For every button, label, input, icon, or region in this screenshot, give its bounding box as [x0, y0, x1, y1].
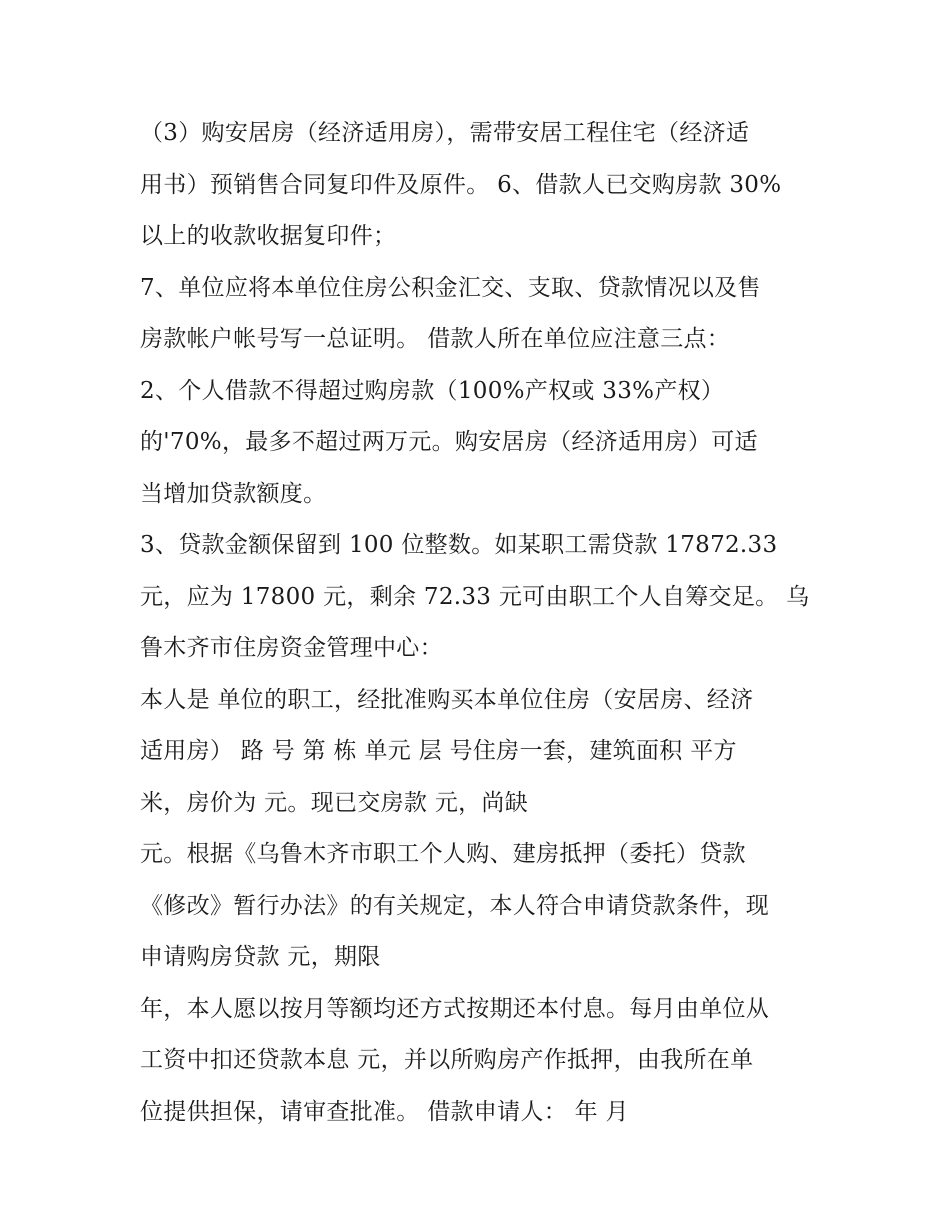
- text-line: 7、单位应将本单位住房公积金汇交、支取、贷款情况以及售: [140, 274, 761, 301]
- text-line: 当增加贷款额度。: [140, 480, 327, 507]
- text-line: 3、贷款金额保留到 100 位整数。如某职工需贷款 17872.33: [140, 532, 778, 558]
- text-line: 本人是 单位的职工，经批准购买本单位住房（安居房、经济: [140, 686, 754, 713]
- text-line: 2、个人借款不得超过购房款（100%产权或 33%产权）: [140, 377, 725, 404]
- text-line: 申请购房贷款 元，期限: [140, 944, 381, 970]
- text-line: 工资中扣还贷款本息 元，并以所购房产作抵押，由我所在单: [140, 1047, 754, 1073]
- text-line: 元，应为 17800 元，剩余 72.33 元可由职工个人自筹交足。 乌: [140, 583, 810, 610]
- text-line: 位提供担保，请审查批准。 借款申请人： 年 月: [140, 1098, 629, 1125]
- text-line: 米，房价为 元。现已交房款 元，尚缺: [140, 789, 529, 816]
- text-line: 用书）预销售合同复印件及原件。 6、借款人已交购房款 30%: [140, 171, 782, 198]
- text-line: （3）购安居房（经济适用房），需带安居工程住宅（经济适: [140, 120, 750, 146]
- text-line: 适用房） 路 号 第 栋 单元 层 号住房一套，建筑面积 平方: [140, 738, 737, 764]
- text-line: 元。根据《乌鲁木齐市职工个人购、建房抵押（委托）贷款: [140, 841, 746, 867]
- text-line: 以上的收款收据复印件；: [140, 223, 397, 249]
- text-line: 的'70%，最多不超过两万元。购安居房（经济适用房）可适: [140, 429, 758, 455]
- text-line: 房款帐户帐号写一总证明。 借款人所在单位应注意三点：: [140, 326, 731, 352]
- document-body: [140, 108, 820, 1138]
- text-line: 年，本人愿以按月等额均还方式按期还本付息。每月由单位从: [140, 995, 770, 1022]
- text-line: 鲁木齐市住房资金管理中心：: [140, 635, 443, 661]
- text-line: 《修改》暂行办法》的有关规定，本人符合申请贷款条件，现: [140, 892, 770, 919]
